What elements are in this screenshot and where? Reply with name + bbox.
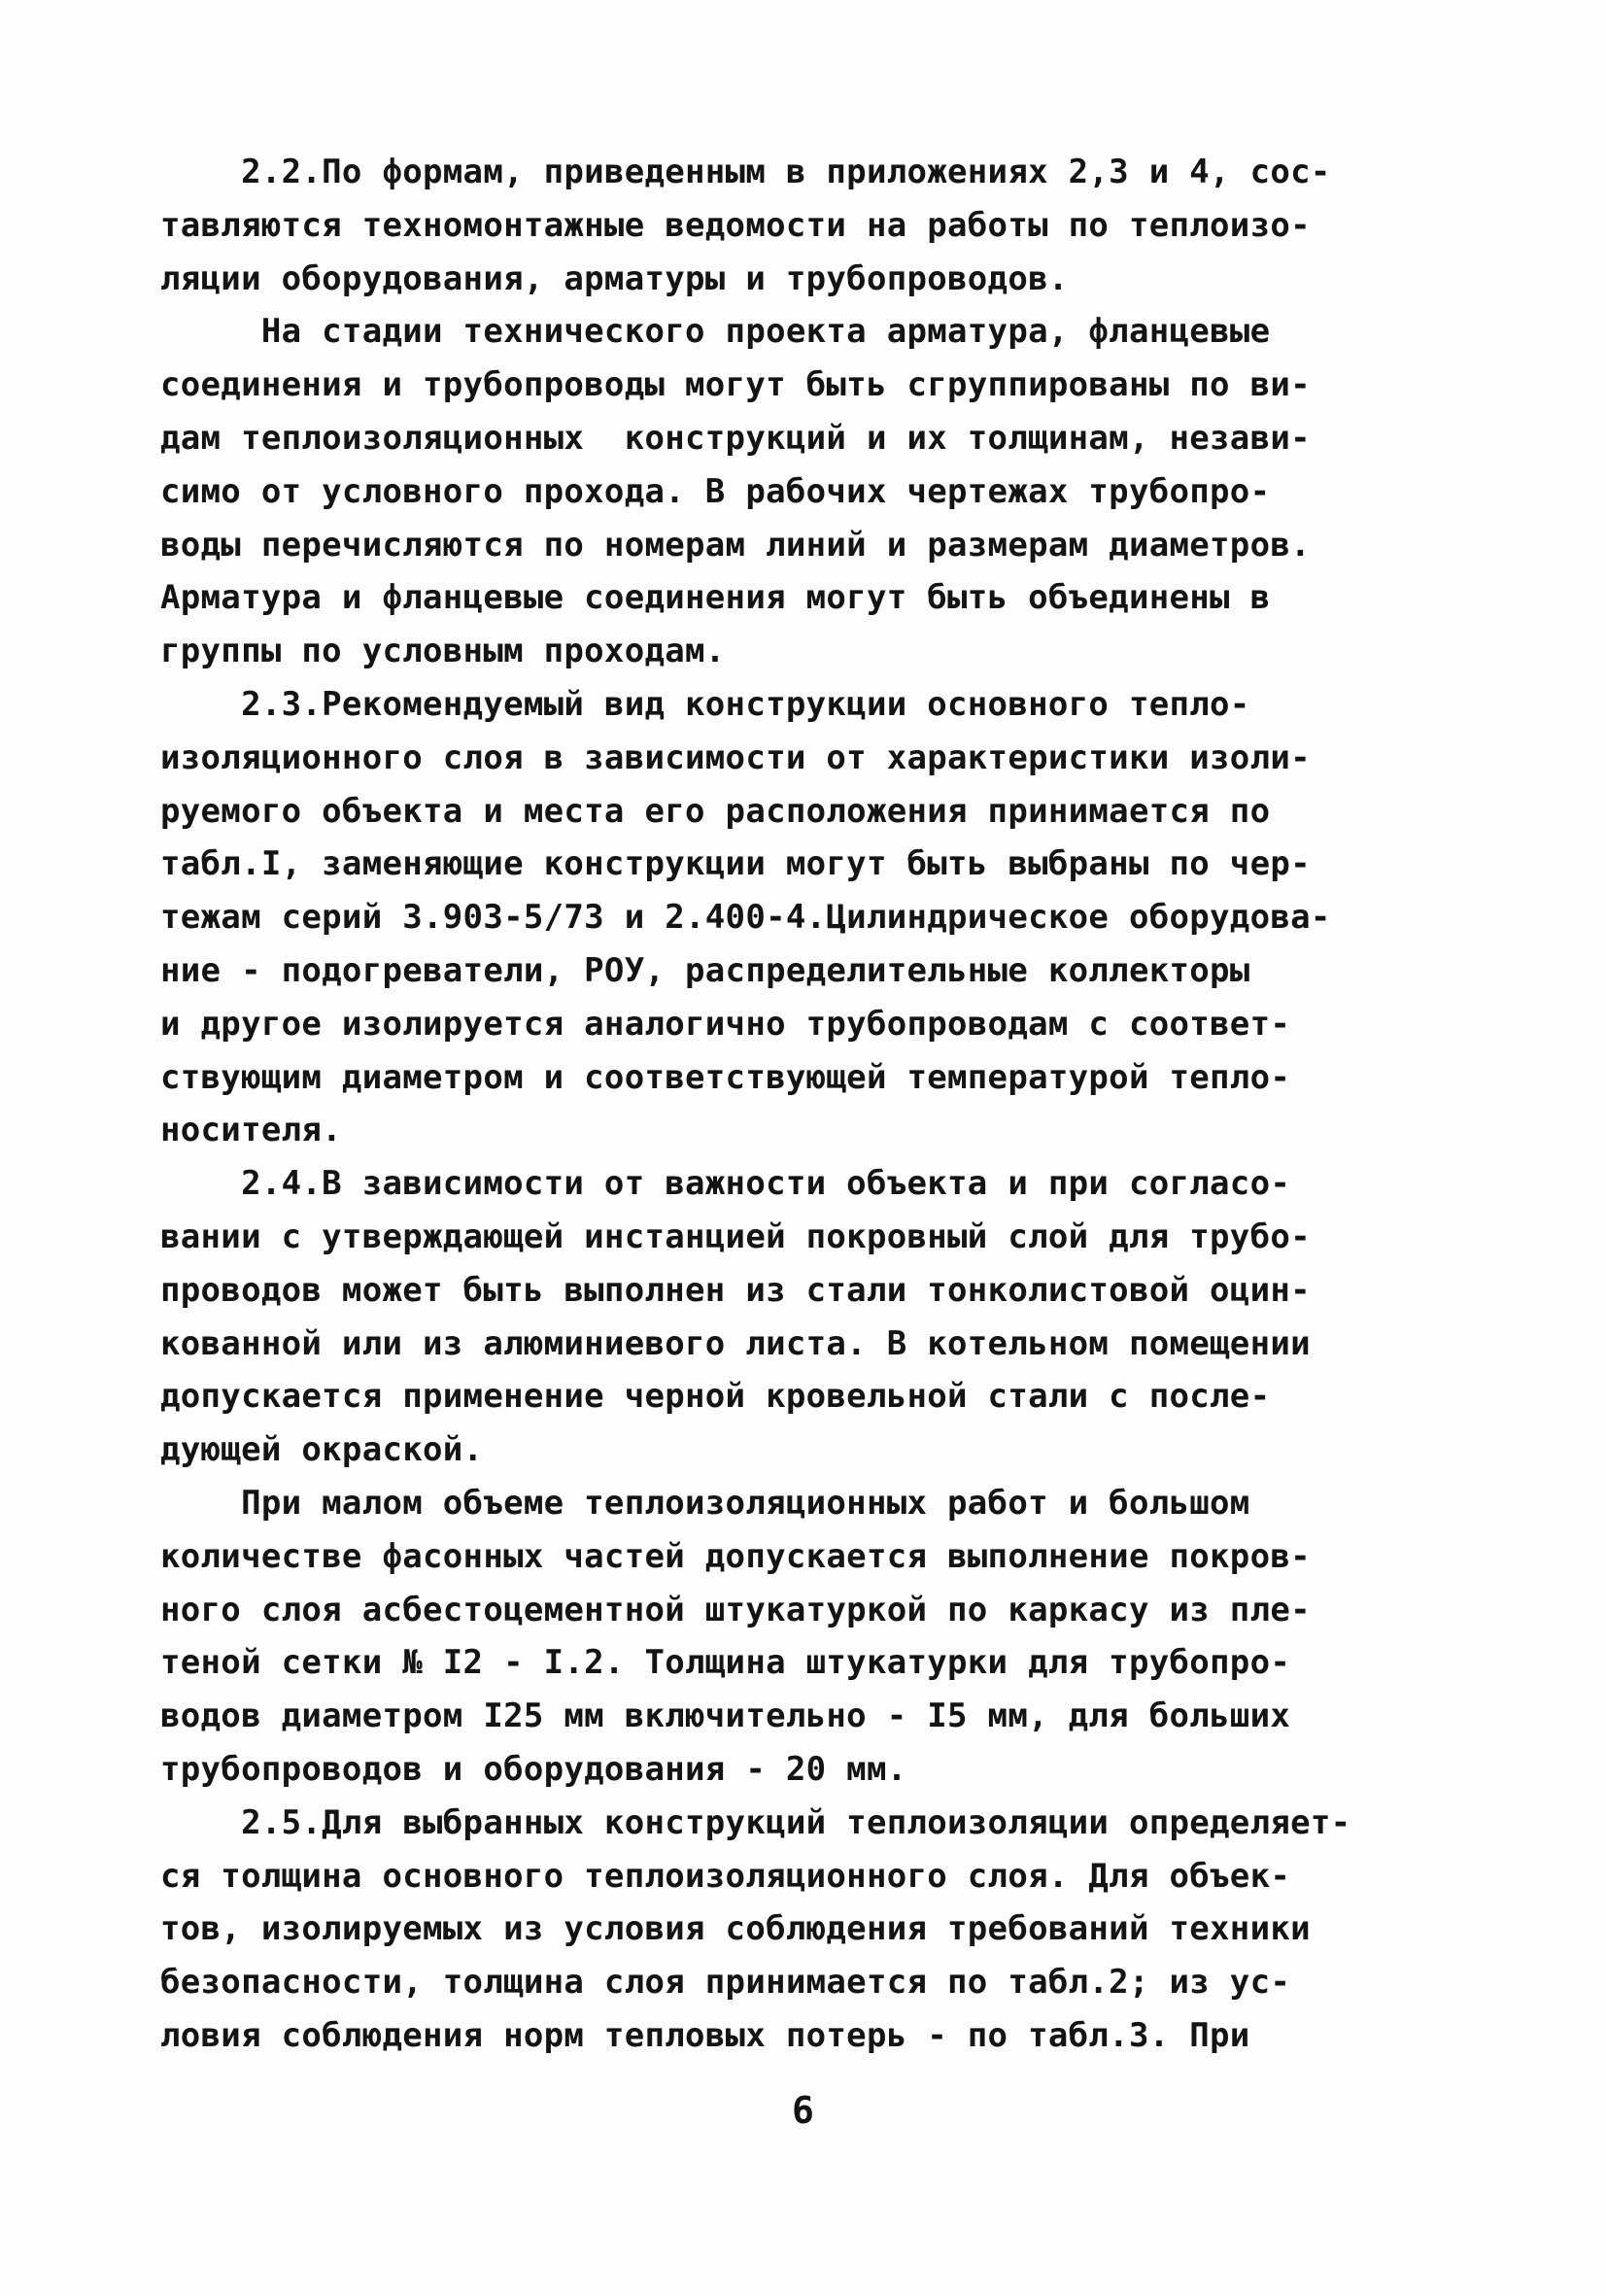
text-line: дам теплоизоляционных конструкций и их толщинам, незави-: [160, 418, 1311, 458]
text-line: безопасности, толщина слоя принимается по табл.2; из ус-: [160, 1963, 1291, 2003]
text-line: ляции оборудования, арматуры и трубопроводов.: [160, 258, 1069, 298]
text-line: водов диаметром I25 мм включительно - I5 мм, для больших: [160, 1696, 1291, 1736]
text-line: 2.3.Рекомендуемый вид конструкции основного тепло-: [160, 684, 1250, 724]
text-line: На стадии технического проекта арматура, фланцевые: [160, 312, 1271, 352]
text-line: ся толщина основного теплоизоляционного слоя. Для объек-: [160, 1856, 1291, 1896]
text-line: допускается применение черной кровельной стали с после-: [160, 1377, 1271, 1417]
text-line: дующей окраской.: [160, 1430, 484, 1470]
text-line: кованной или из алюминиевого листа. В котельном помещении: [160, 1323, 1311, 1363]
text-line: вании с утверждающей инстанцией покровный слой для трубо-: [160, 1217, 1311, 1256]
text-line: ного слоя асбестоцементной штукатуркой по каркасу из пле-: [160, 1590, 1311, 1629]
text-line: ловия соблюдения норм тепловых потерь - по табл.3. При: [160, 2015, 1250, 2055]
text-line: количестве фасонных частей допускается выполнение покров-: [160, 1536, 1311, 1576]
text-line: носителя.: [160, 1111, 342, 1150]
text-line: проводов может быть выполнен из стали тонколистовой оцин-: [160, 1270, 1311, 1310]
text-line: табл.I, заменяющие конструкции могут быть выбраны по чер-: [160, 844, 1311, 884]
text-line: Арматура и фланцевые соединения могут быть объединены в: [160, 578, 1271, 618]
text-line: При малом объеме теплоизоляционных работ и большом: [160, 1483, 1250, 1523]
text-line: соединения и трубопроводы могут быть сгруппированы по ви-: [160, 365, 1311, 405]
text-line: изоляционного слоя в зависимости от характеристики изоли-: [160, 737, 1311, 777]
text-line: симо от условного прохода. В рабочих чертежах трубопро-: [160, 471, 1271, 511]
text-line: группы по условным проходам.: [160, 632, 726, 671]
document-body: [160, 146, 1462, 2063]
text-line: тов, изолируемых из условия соблюдения требований техники: [160, 1909, 1311, 1949]
text-line: 2.5.Для выбранных конструкций теплоизоляции определяет-: [160, 1802, 1351, 1842]
text-line: ствующим диаметром и соответствующей температурой тепло-: [160, 1057, 1291, 1097]
text-line: руемого объекта и места его расположения принимается по: [160, 791, 1271, 831]
text-line: ние - подогреватели, РОУ, распределительные коллекторы: [160, 950, 1250, 990]
text-line: 2.4.В зависимости от важности объекта и при согласо-: [160, 1164, 1291, 1204]
page-number: 6: [792, 2089, 814, 2132]
text-line: трубопроводов и оборудования - 20 мм.: [160, 1749, 907, 1789]
text-line: теной сетки № I2 - I.2. Толщина штукатурки для трубопро-: [160, 1643, 1291, 1683]
text-line: тежам серий 3.903-5/73 и 2.400-4.Цилиндрическое оборудова-: [160, 898, 1331, 938]
text-line: тавляются техномонтажные ведомости на работы по теплоизо-: [160, 205, 1311, 245]
text-line: 2.2.По формам, приведенным в приложениях 2,3 и 4, сос-: [160, 153, 1331, 191]
text-line: воды перечисляются по номерам линий и размерам диаметров.: [160, 525, 1311, 565]
text-line: и другое изолируется аналогично трубопроводам с соответ-: [160, 1004, 1291, 1044]
